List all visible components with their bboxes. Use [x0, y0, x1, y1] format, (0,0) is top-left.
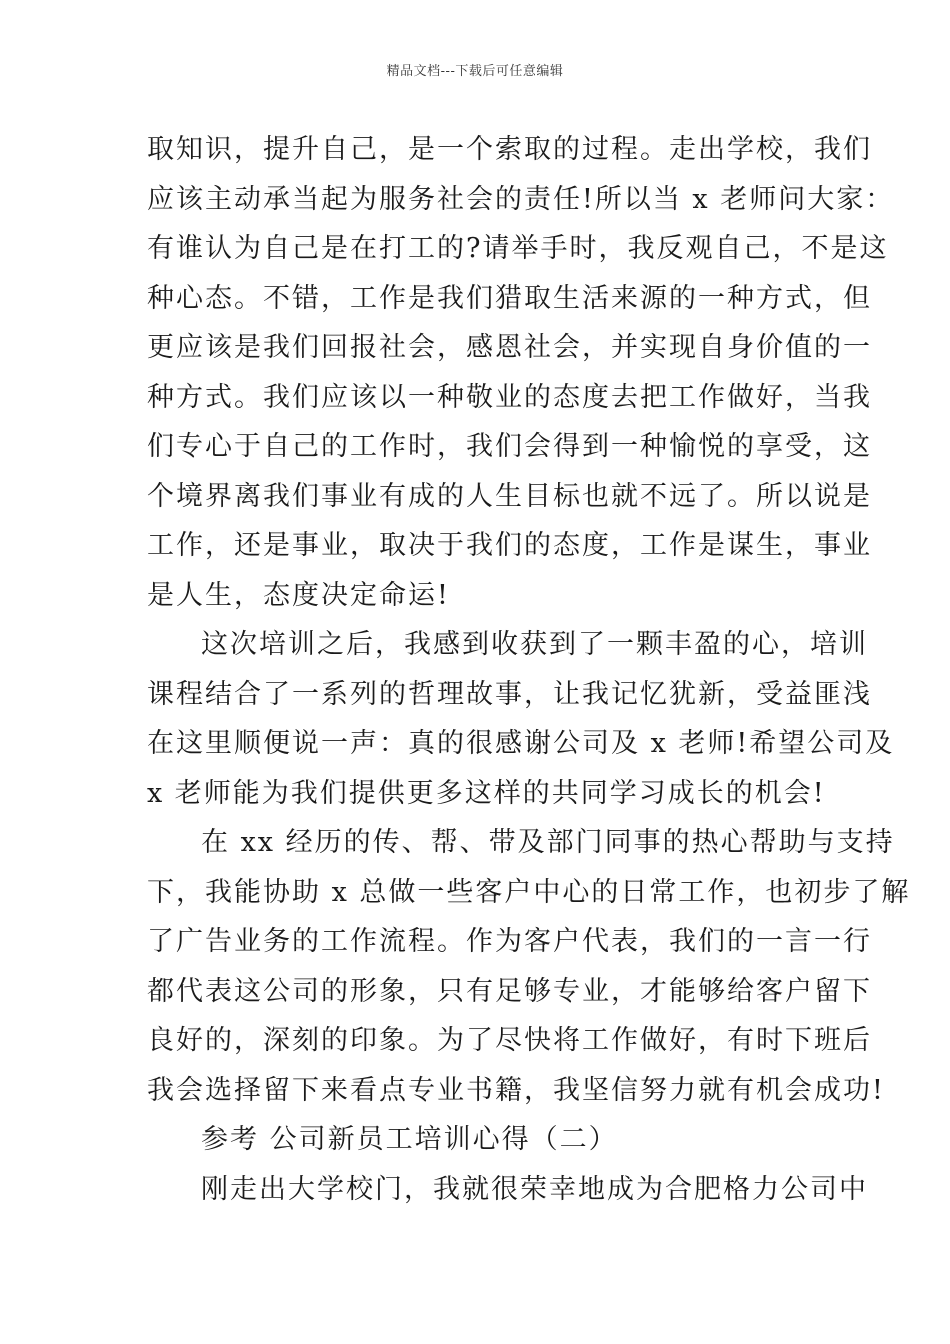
paragraph-4 [147, 1165, 868, 1215]
text-line: 是人生，态度决定命运! [147, 579, 450, 611]
text-line: 应该主动承当起为服务社会的责任!所以当 x 老师问大家： [147, 183, 895, 215]
heading-line: 参考 公司新员工培训心得（二） [201, 1124, 618, 1155]
text-line: 个境界离我们事业有成的人生目标也就不远了。所以说是 [147, 480, 872, 512]
paragraph-3 [147, 818, 911, 1115]
text-line: 我会选择留下来看点专业书籍，我坚信努力就有机会成功! [147, 1074, 885, 1106]
text-line: 们专心于自己的工作时，我们会得到一种愉悦的享受，这 [147, 431, 872, 462]
text-line: 课程结合了一系列的哲理故事，让我记忆犹新，受益匪浅 [147, 678, 872, 710]
paragraph-2 [147, 620, 895, 818]
text-line: x 老师能为我们提供更多这样的共同学习成长的机会! [147, 777, 826, 809]
text-line: 下，我能协助 x 总做一些客户中心的日常工作，也初步了解 [147, 876, 911, 908]
text-line: 这次培训之后，我感到收获到了一颗丰盈的心，培训 [201, 629, 868, 660]
text-line: 有谁认为自己是在打工的?请举手时，我反观自己，不是这 [147, 233, 889, 264]
text-line: 刚走出大学校门，我就很荣幸地成为合肥格力公司中 [201, 1173, 868, 1205]
text-line: 在 xx 经历的传、帮、带及部门同事的热心帮助与支持 [201, 827, 895, 858]
text-line: 种方式。我们应该以一种敬业的态度去把工作做好，当我 [147, 381, 872, 413]
paragraph-1 [147, 125, 895, 620]
text-line: 更应该是我们回报社会，感恩社会，并实现自身价值的一 [147, 332, 872, 363]
text-line: 良好的，深刻的印象。为了尽快将工作做好，有时下班后 [147, 1025, 872, 1056]
text-line: 在这里顺便说一声：真的很感谢公司及 x 老师!希望公司及 [147, 728, 895, 759]
page-header: 精品文档---下载后可任意编辑 [386, 64, 564, 79]
text-line: 都代表这公司的形象，只有足够专业，才能够给客户留下 [147, 975, 872, 1007]
text-line: 了广告业务的工作流程。作为客户代表，我们的一言一行 [147, 926, 872, 957]
section-heading [147, 1115, 812, 1165]
text-line: 取知识，提升自己，是一个索取的过程。走出学校，我们 [147, 134, 872, 165]
text-line: 工作，还是事业，取决于我们的态度，工作是谋生，事业 [147, 530, 872, 561]
document-body [147, 125, 911, 1214]
text-line: 种心态。不错，工作是我们猎取生活来源的一种方式，但 [147, 282, 872, 314]
